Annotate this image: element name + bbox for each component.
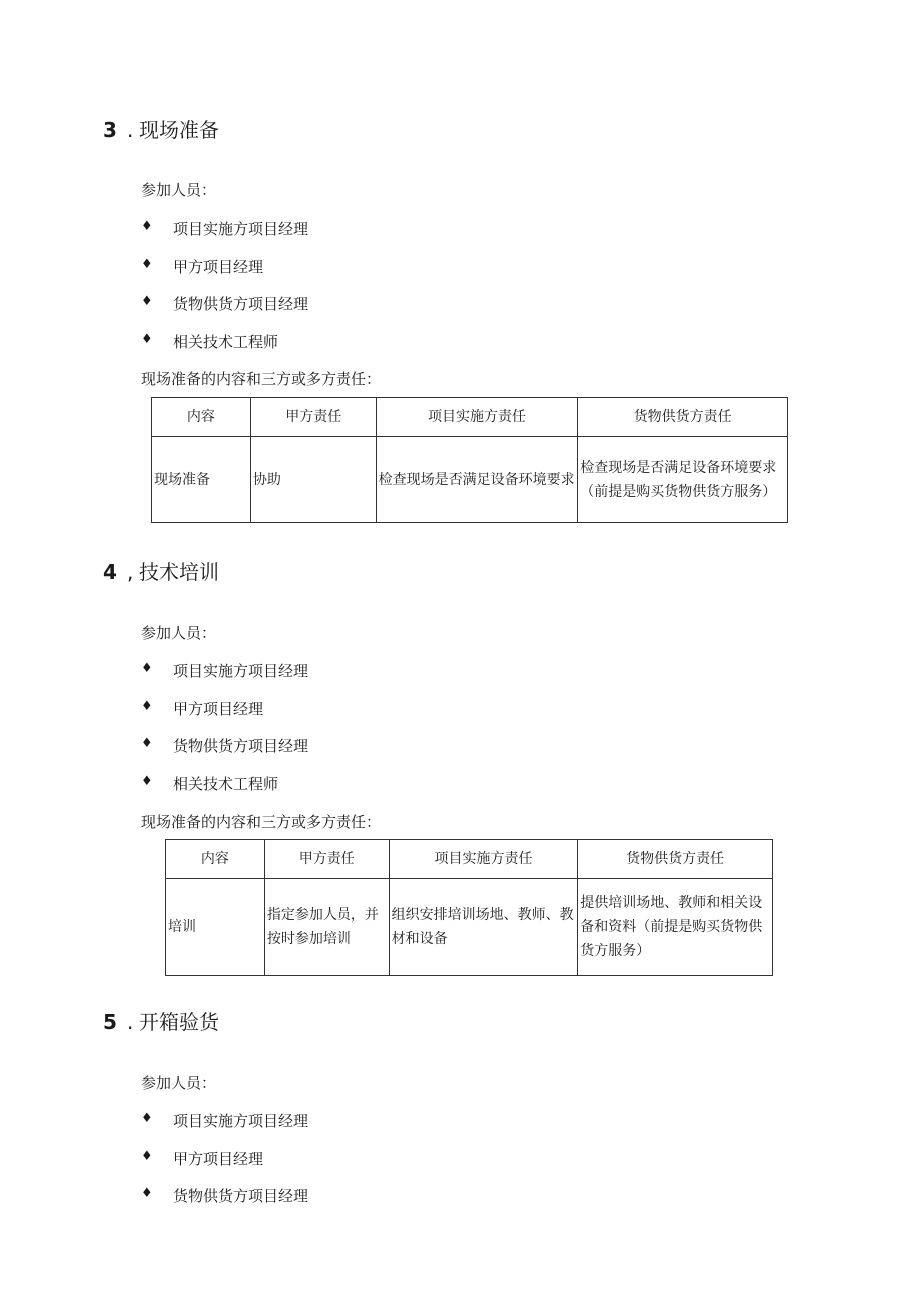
table-intro: 现场准备的内容和三方或多方责任： [141, 370, 382, 388]
section-number: 5 [103, 1010, 117, 1034]
participant-item: 项目实施方项目经理 [173, 1112, 309, 1130]
header-cell: 货物供货方责任 [578, 840, 773, 879]
diamond-icon: ♦ [141, 1149, 153, 1164]
table-cell: 协助 [250, 437, 376, 523]
table-cell: 检查现场是否满足设备环境要求（前提是购买货物供货方服务） [578, 437, 788, 523]
participant-item: 货物供货方项目经理 [173, 295, 309, 313]
header-cell: 内容 [152, 398, 251, 437]
table-cell: 培训 [166, 879, 265, 976]
section-title: 开箱验货 [139, 1010, 219, 1034]
section-separator: . [127, 1010, 134, 1034]
participant-item: 相关技术工程师 [173, 775, 279, 793]
table-intro: 现场准备的内容和三方或多方责任： [141, 813, 382, 831]
diamond-icon: ♦ [141, 1111, 153, 1126]
table-row [152, 437, 788, 523]
diamond-icon: ♦ [141, 736, 153, 751]
section-title: 现场准备 [139, 118, 219, 142]
table-cell: 检查现场是否满足设备环境要求 [376, 437, 578, 523]
table-header-row [152, 398, 788, 437]
diamond-icon: ♦ [141, 294, 153, 309]
table-header-row [166, 840, 773, 879]
header-cell: 甲方责任 [264, 840, 389, 879]
participant-item: 甲方项目经理 [173, 700, 264, 718]
section-separator: , [127, 560, 134, 584]
section-heading [103, 1006, 219, 1035]
diamond-icon: ♦ [141, 699, 153, 714]
section-title: 技术培训 [139, 560, 219, 584]
diamond-icon: ♦ [141, 257, 153, 272]
header-cell: 货物供货方责任 [578, 398, 788, 437]
table-cell: 现场准备 [152, 437, 251, 523]
table-cell: 提供培训场地、教师和相关设备和资料（前提是购买货物供货方服务） [578, 879, 773, 976]
diamond-icon: ♦ [141, 1186, 153, 1201]
participants-label: 参加人员： [141, 1074, 217, 1092]
table-cell: 指定参加人员，并按时参加培训 [264, 879, 389, 976]
header-cell: 项目实施方责任 [389, 840, 578, 879]
participants-label: 参加人员： [141, 181, 217, 199]
responsibility-table [151, 397, 788, 523]
section-number: 3 [103, 118, 117, 142]
header-cell: 内容 [166, 840, 265, 879]
participants-label: 参加人员： [141, 624, 217, 642]
section-separator: . [127, 118, 134, 142]
participant-item: 货物供货方项目经理 [173, 737, 309, 755]
header-cell: 甲方责任 [250, 398, 376, 437]
section-heading [103, 556, 219, 585]
participant-item: 货物供货方项目经理 [173, 1187, 309, 1205]
diamond-icon: ♦ [141, 219, 153, 234]
diamond-icon: ♦ [141, 332, 153, 347]
table-cell: 组织安排培训场地、教师、教材和设备 [389, 879, 578, 976]
diamond-icon: ♦ [141, 661, 153, 676]
section-number: 4 [103, 560, 117, 584]
section-heading [103, 114, 219, 143]
participant-item: 项目实施方项目经理 [173, 662, 309, 680]
table-row [166, 879, 773, 976]
diamond-icon: ♦ [141, 774, 153, 789]
responsibility-table [165, 839, 773, 976]
participant-item: 相关技术工程师 [173, 333, 279, 351]
participant-item: 项目实施方项目经理 [173, 220, 309, 238]
header-cell: 项目实施方责任 [376, 398, 578, 437]
participant-item: 甲方项目经理 [173, 258, 264, 276]
participant-item: 甲方项目经理 [173, 1150, 264, 1168]
